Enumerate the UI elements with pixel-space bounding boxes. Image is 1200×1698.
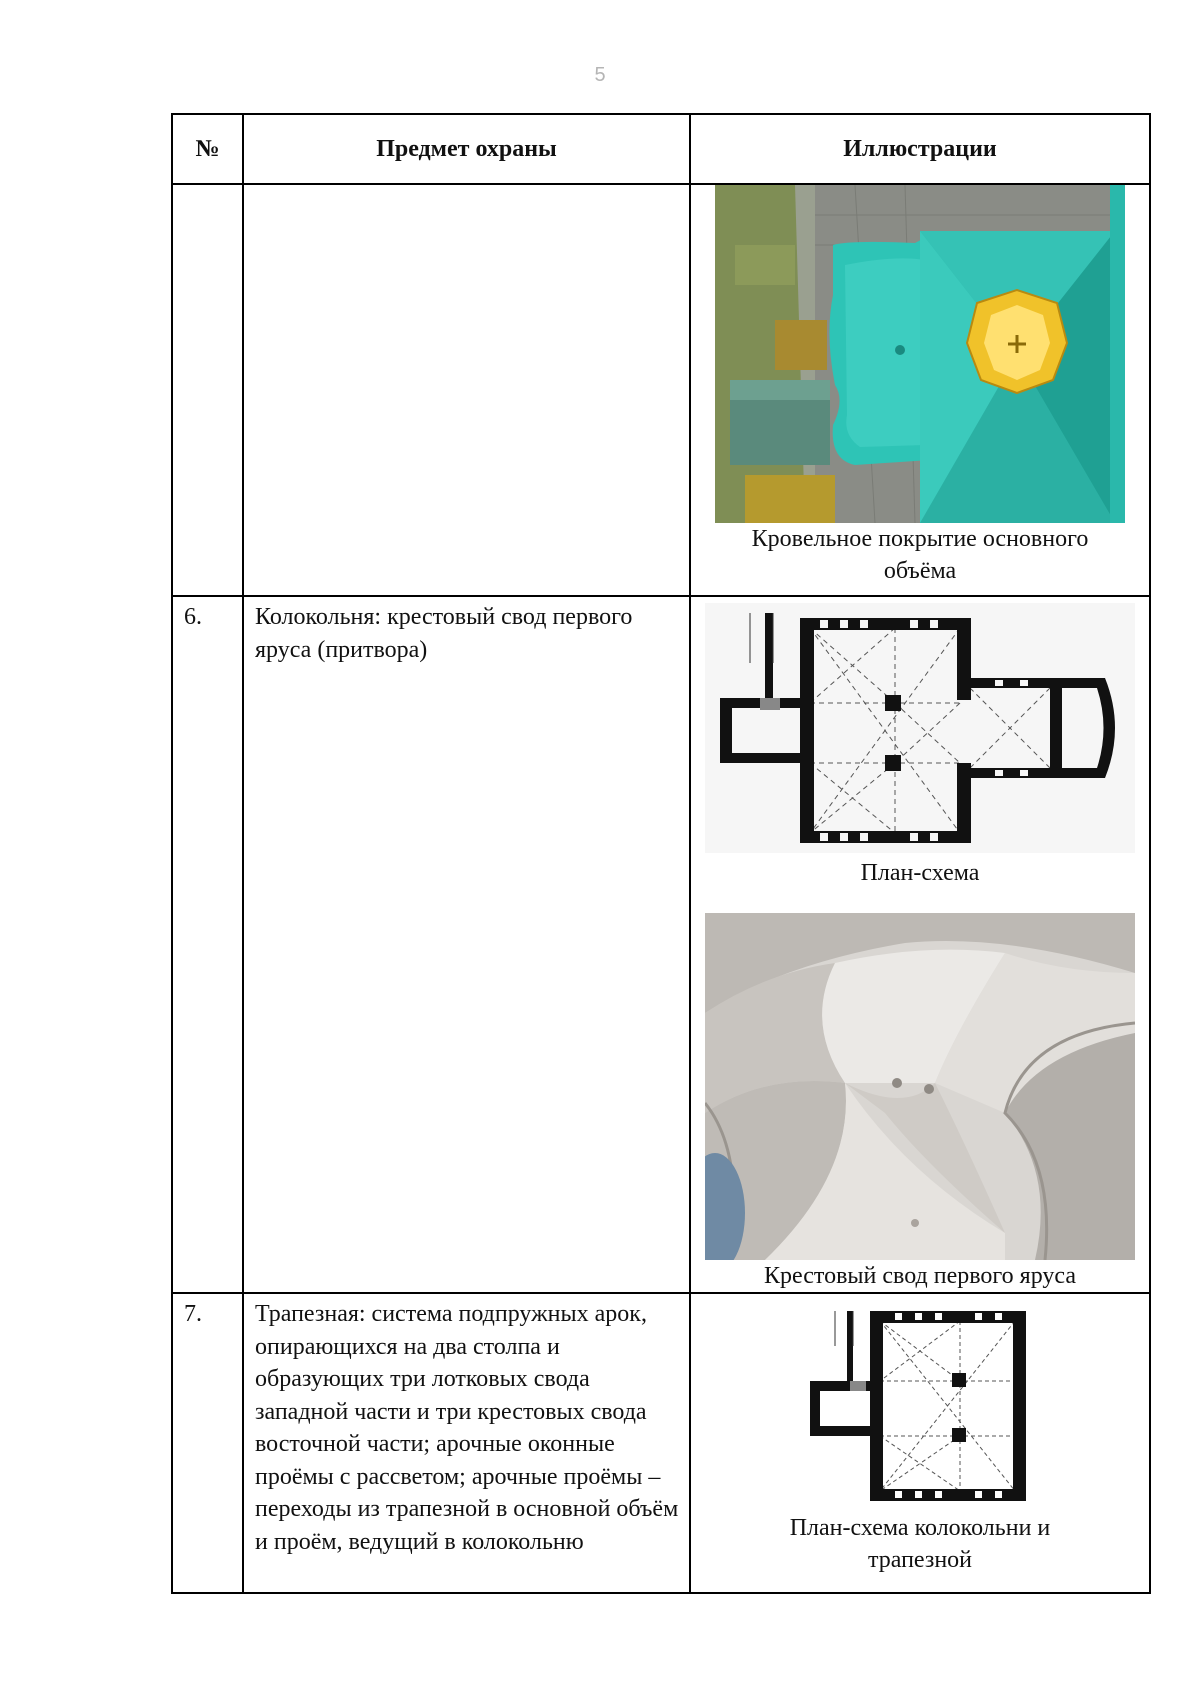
illustration-cell	[690, 184, 1150, 596]
figure-caption: План-схема колокольни и трапезной	[789, 1515, 1051, 1573]
table-row	[172, 596, 1150, 1293]
figure-caption: Кровельное покрытие основного объёма	[751, 526, 1089, 584]
header-num: №	[172, 114, 243, 184]
table-header-row	[172, 114, 1150, 184]
table-row	[172, 184, 1150, 596]
illustration-cell	[690, 596, 1150, 1293]
illustration-cell	[690, 1293, 1150, 1593]
cross-vault-photo	[705, 913, 1135, 1260]
row-subject: Колокольня: крестовый свод первого яруса (притвора)	[243, 596, 690, 1293]
row-number: 6.	[172, 596, 243, 1293]
figure-caption: Крестовый свод первого яруса	[764, 1263, 1076, 1289]
row-subject	[243, 184, 690, 596]
roof-aerial-photo	[715, 185, 1125, 523]
figure-caption: План-схема	[860, 860, 980, 886]
table-row	[172, 1293, 1150, 1593]
row-subject: Трапезная: система подпружных арок, опирающихся на два столпа и образующих три лотковых свода западной части и три крестовых свода восточной части; арочные оконные проёмы с рассветом; арочные проёмы – переходы из трапезной в основной объём и проём, ведущий в колокольню	[243, 1293, 690, 1593]
row-number: 7.	[172, 1293, 243, 1593]
page-number: 5	[594, 64, 606, 86]
row-number	[172, 184, 243, 596]
header-illustrations: Иллюстрации	[690, 114, 1150, 184]
floor-plan-diagram	[705, 603, 1135, 853]
bell-refectory-plan-diagram	[805, 1306, 1035, 1506]
header-subject: Предмет охраны	[243, 114, 690, 184]
protection-table	[171, 113, 1151, 1594]
